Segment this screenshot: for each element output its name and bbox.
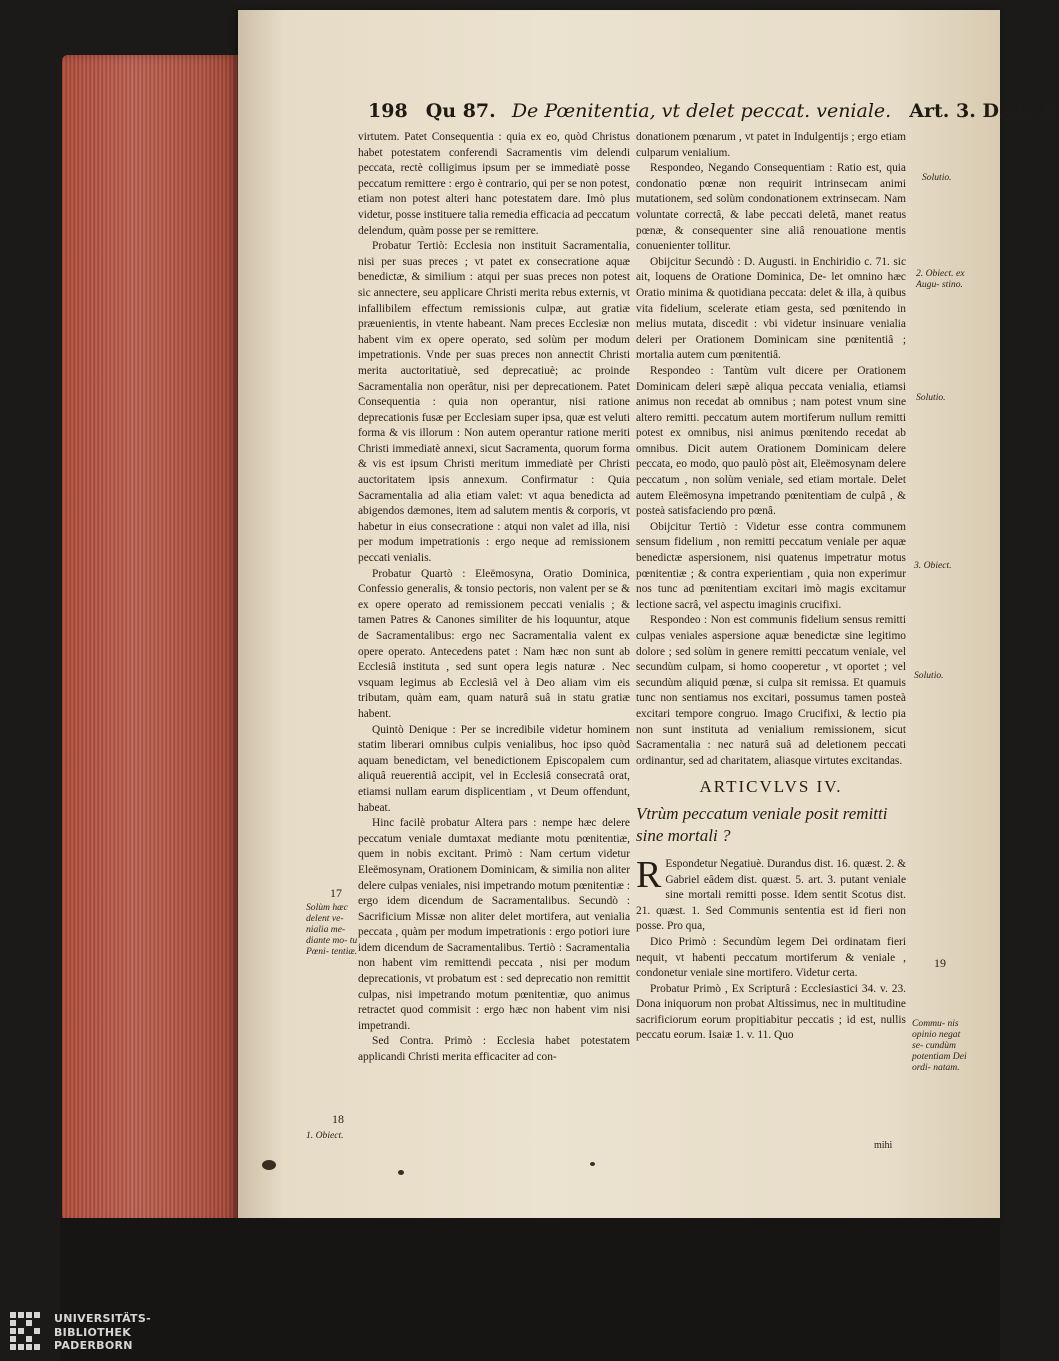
margin-number-17: 17: [330, 886, 342, 900]
library-logo-icon: [8, 1310, 48, 1354]
ink-stain: [398, 1170, 404, 1175]
paragraph: Hinc facilè probatur Altera pars : nempe hæc delere peccatum veniale dumtaxat mediante motu pœnitentiæ, quem in nobis excitant. Primò : Nam certum videtur Eleëmosynam, Orationem Dominicam, & similia non aliter delere culpas veniales, nisi impetrando motum pœnitentiæ : ergo idem dicendum de Sacramentalibus. Secundò : Sacrificium Missæ non aliter delet mortifera, aut venialia peccata , quàm per modum impetrationis : ergo potiori iure idem dicendum de Sacramentalibus. Tertiò : Sacramentalia non habent vim remittendi peccata , nisi per modum deprecationis, vt probatum est : sed deprecatio non remittit culpas, nisi impetrando motum pœnitentiæ, quo animus retractet quod commisit : ergo hæc non habent vim nisi impetrandi.: [358, 817, 630, 1032]
margin-note-19: Commu- nis opinio negat se- cundùm potentiam Dei ordi- natam.: [912, 1018, 967, 1073]
paragraph: Obijcitur Tertiò : Videtur esse contra communem sensum fidelium , non remitti peccatum veniale per aquæ benedictæ aspersionem, nisi quatenus impetratur motus pœnitentiæ ; & contra experientiam , quia non experimur nos tunc ad pœnitentiam excitari imò magis excitamur lectione sacrâ, vel aspectu imaginis crucifixi.: [636, 520, 906, 611]
margin-number-18: 18: [332, 1112, 344, 1126]
paragraph-with-dropcap: [636, 853, 906, 935]
paragraph-text: Espondetur Negatiuè. Durandus dist. 16. quæst. 2. & Gabriel eâdem dist. quæst. 5. art. 3. putant veniale sine mortali remitti posse. Idem sentit Scotus dist. 21. quæst. 1. Sed Communis sententia est id fieri non posse. Pro qua,: [636, 857, 906, 933]
paragraph: Probatur Primò , Ex Scripturâ : Ecclesiastici 34. v. 23. Dona iniquorum non probat Altissimus, nec in multitudine sacrificiorum eorum propitiabitur peccatis ; id est, nullis peccatu eorum. Isaiæ 1. v. 11. Quo: [636, 982, 906, 1042]
paragraph: Dico Primò : Secundùm legem Dei ordinatam fieri nequit, vt habenti peccatum mortiferum & veniale , condonetur veniale sine mortifero. Videtur certa.: [636, 935, 906, 980]
paragraph: Respondeo : Tantùm vult dicere per Orationem Dominicam deleri sæpè aliqua peccata venialia, etiamsi animus non recedat ab omnibus ; nam potest vnum sine altero remitti. peccatum autem mortiferum nullum remitti potest ex omnibus, nisi animus pœnitendo recedat ab omnibus. Dicit autem Orationem Dominicam delere peccata, eo modo, quo paulò pòst ait, Eleëmosynam delere peccatum , non solùm veniale, sed etiam mortale. Delet autem Eleëmosyna impetrando pœnitentiam de culpâ , & posteà satisfaciendo pro pœnâ.: [636, 364, 906, 518]
margin-note-solutio: Solutio.: [922, 172, 952, 183]
margin-note-solutio: Solutio.: [916, 392, 946, 403]
paragraph: Respondeo : Non est communis fidelium sensus remitti culpas veniales aspersione aquæ benedictæ sine legitimo dolore ; sed solùm in genere remitti peccatum veniale, vel secundùm culpam, si homo cooperetur , vt oportet ; vel secundùm aliquid pœnæ, si culpa sit remissa. Et quamuis tunc non sentiamus nos excitari, possumus tamen posteà excitari tempore congruo. Imago Crucifixi, & lectio pia non sunt instituta ad venialium remissionem, sicut Sacramentalia : nec naturâ suâ ad deletionem peccati ordinantur, sed ad charitatem, aliasque virtutes excitandas.: [636, 614, 906, 767]
page-number: 198: [368, 100, 408, 122]
article-reference: Art. 3. D. A. 4.: [909, 100, 1059, 122]
running-title: De Pœnitentia, vt delet peccat. veniale.: [511, 100, 892, 122]
margin-note-obiect-1: 1. Obiect.: [306, 1130, 344, 1141]
paragraph: virtutem. Patet Consequentia : quia ex eo, quòd Christus habet potestatem conferendi Sacramentis vim delendi peccata, rectè colligimus ipsum per se immediatè posse peccatum remittere : ergo è contrario, qui per se non potest, etiam non potest alteri hanc potestatem dare. Imò plus videtur, posse instituere talia remedia efficacia ad peccatum delendum, quàm posse per se remittere.: [358, 131, 630, 237]
paragraph: Probatur Quartò : Eleëmosyna, Oratio Dominica, Confessio generalis, & tonsio pectoris, non valent per se & ex opere operato ad remissionem peccati venialis ; & tamen Patres & Canones similiter de his loquuntur, atque de Sacramentalibus: ergo nec Sacramentalia valent ex opere operato. Antecedens patet : Nam hæc non sunt ab Ecclesiâ instituta , sed sunt opera legis naturæ . Nec vsquam legimus ab Ecclesiâ vel à Deo aliam vim eis tributam, quàm eam, quam naturâ suâ in statu gratiæ habent.: [358, 567, 630, 720]
paragraph: donationem pœnarum , vt patet in Indulgentijs ; ergo etiam culparum venialium.: [636, 131, 906, 159]
right-text-column: [636, 130, 906, 1044]
paragraph: Probatur Tertiò: Ecclesia non instituit Sacramentalia, nisi per suas preces ; vt patet ex consecratione aquæ benedictæ, & similium : atqui per suas preces non potest sic annectere, seu applicare Christi merita rebus externis, vt infallibilem effectum remissionis culpæ, aut gratiæ præuenientis, in vtente habeant. Nam preces Ecclesiæ non habent vim ex opere operato, sed solùm per modum impetrationis. Vnde per suas preces non annectit Christi merita auctoritatiuè, sed deprecatiuè; ac proinde Sacramentalia non operâtur, nisi per deprecationem. Patet Consequentia : quia non operantur, nisi ratione deprecationis fusæ per Ecclesiam super ipsa, quæ est veluti forma & vis illorum : Non autem operantur ratione meriti Christi immediatè annexi, sicut Sacramenta, quorum forma & vis est ipsum Christi meritum immediatè per Christi auctoritatem ipsis annexum. Confirmatur : Quia Sacramentalia ad alia etiam valet: vt aqua benedicta ad abigendos dæmones, item ad salutem mentis & corporis, vt habetur in eius consecratione : atqui non valet ad illa, nisi per modum impetrationis : ergo neque ad remissionem peccati venialis.: [358, 240, 630, 565]
library-name-line: BIBLIOTHEK: [54, 1325, 132, 1339]
drop-cap: R: [636, 853, 662, 896]
ink-stain: [262, 1160, 276, 1170]
question-number: Qu 87.: [425, 100, 496, 122]
paragraph: Quintò Denique : Per se incredibile videtur hominem statim liberari omnibus culpis venialibus, hoc ipso quòd aquam benedictam, vel benedictionem Episcopalem cum aliquâ reuerentiâ accipit, vel in Ecclesiâ consecratâ orat, etiamsi nullam earum displicentiam , vt Deum offendunt, habeat.: [358, 723, 630, 814]
library-name-line: UNIVERSITÄTS-: [54, 1312, 151, 1325]
margin-note-solutio: Solutio.: [914, 670, 944, 681]
paragraph: Obijcitur Secundò : D. Augusti. in Enchiridio c. 71. sic ait, loquens de Oratione Dominica, De- let omnino hæc Oratio minima & quotidiana peccata: delet & illa, à quibus vita fidelium, scelerate etiam gesta, sed pœnitendo in melius mutata, discedit : vbi videtur insinuare venialia deleri per Orationem Dominicam sine pœnitentiâ ; mortalia autem cum pœnitentiâ.: [636, 255, 906, 362]
margin-note-obiect-2: 2. Obiect. ex Augu- stino.: [916, 268, 965, 290]
margin-note-obiect-3: 3. Obiect.: [914, 560, 952, 571]
running-head: [368, 100, 1059, 130]
library-name: [54, 1312, 151, 1353]
library-name-line: PADERBORN: [54, 1339, 133, 1352]
margin-number-19: 19: [934, 956, 946, 970]
library-logo: [8, 1310, 168, 1356]
article-question: Vtrùm peccatum veniale posit remitti sine mortali ?: [636, 803, 888, 845]
left-text-column: [358, 130, 630, 1066]
background-shadow: [60, 1218, 1000, 1361]
ink-stain: [590, 1162, 595, 1166]
paragraph: Sed Contra. Primò : Ecclesia habet potestatem applicandi Christi merita efficaciter ad con-: [358, 1035, 630, 1064]
paragraph: Respondeo, Negando Consequentiam : Ratio est, quia condonatio pœnæ non requirit intrinsecam animi mutationem, sed solùm condonationem extrinsecam. Nam voluntate correctâ, & labe peccati deletâ, manet reatus pœnæ, & consequenter sine aliâ renouatione mentis conuenienter tollitur.: [636, 162, 906, 253]
article-heading: ARTICVLVS IV.: [699, 777, 843, 797]
catchword: mihi: [874, 1140, 893, 1151]
margin-note-17: Solùm hæc delent ve- nialia me- diante mo- tu Pœni- tentiæ.: [306, 902, 358, 957]
book-page-edges: [62, 55, 240, 1225]
